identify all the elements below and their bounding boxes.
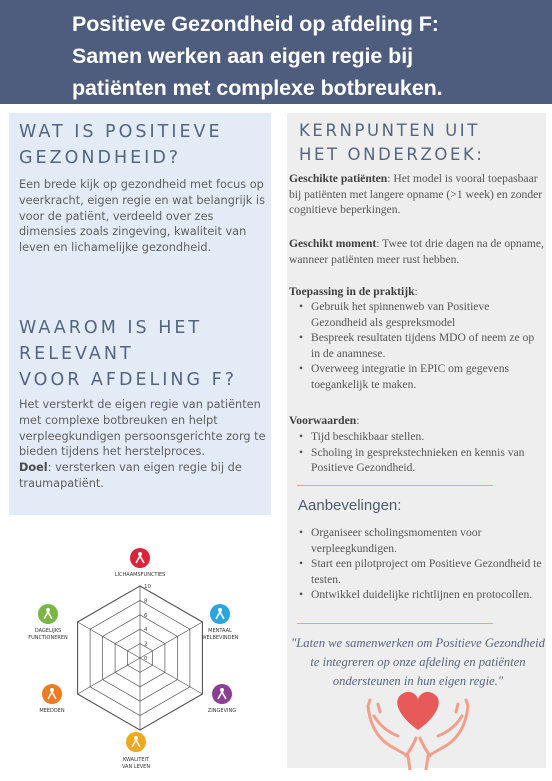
what-is-heading (19, 119, 223, 171)
list-item: • Ontwikkel duidelijke richtlijnen en protocollen. (299, 587, 543, 603)
title-line-3: patiënten met complexe botbreuken. (72, 76, 443, 100)
dimension-mentaal-welbevinden (202, 604, 239, 641)
scale-label: 4 (144, 627, 148, 634)
conditions-heading (289, 413, 544, 429)
title-line-1: Positieve Gezondheid op afdeling F: (72, 12, 439, 36)
heart-icon (397, 692, 439, 730)
web-spoke (78, 658, 140, 694)
list-item: • Bespreek resultaten tijdens MDO of neem ze op in de anamnese. (299, 330, 543, 361)
list-item: • Scholing in gesprekstechnieken en kennis van Positieve Gezondheid. (299, 445, 543, 476)
why-relevant-text (19, 397, 267, 492)
dimension-label: WELBEVINDEN (201, 635, 239, 641)
conditions-list (299, 429, 543, 476)
suitable-moment-label: Geschikt moment (289, 237, 377, 250)
list-item: • Gebruik het spinnenweb van Positieve Gezondheid als gespreksmodel (299, 299, 543, 330)
dimension-lichaamsfuncties (115, 548, 166, 578)
practice-label: Toepassing in de praktijk (289, 285, 415, 298)
scale-label: 8 (144, 598, 148, 605)
practice-heading (289, 284, 544, 300)
web-spoke (140, 622, 202, 658)
dimension-label: DAGELIJKS (34, 628, 62, 634)
daily-icon (38, 604, 58, 624)
list-item: • Overweeg integratie in EPIC om gegevens toegankelijk te maken. (299, 361, 543, 392)
web-spoke (140, 658, 202, 694)
goal-text: : versterken van eigen regie bij de traumapatiënt. (19, 461, 242, 490)
why-heading-line-1: WAAROM IS HET (19, 318, 203, 338)
closing-quote: "Laten we samenwerken om Positieve Gezondheid te integreren op onze afdeling en patiënten ondersteunen in hun eigen regie." (291, 636, 545, 688)
suitable-patients-label: Geschikte patiënten (289, 172, 388, 185)
scale-label: 10 (144, 584, 151, 590)
why-heading-line-2: RELEVANT (19, 344, 134, 364)
why-relevant-heading (19, 315, 237, 393)
why-text: Het versterkt de eigen regie van patiënten met complexe botbreuken en helpt verpleegkundigen persoonsgerichte zorg te bieden tijdens het herstelproces. (19, 398, 266, 459)
recommendations-title: Aanbevelingen: (298, 497, 402, 514)
dimension-label: FUNCTIONEREN (28, 635, 68, 641)
findings-heading (299, 119, 485, 167)
list-item: • Start een pilotproject om Positieve Gezondheid te testen. (299, 556, 543, 587)
suitable-patients (289, 171, 544, 218)
practice-colon: : (414, 285, 418, 298)
practice-list (299, 299, 543, 393)
why-heading-line-3: VOOR AFDELING F? (19, 370, 237, 390)
list-item: • Tijd beschikbaar stellen. (299, 429, 543, 445)
suitable-moment (289, 236, 544, 267)
conditions-label: Voorwaarden (289, 414, 357, 427)
what-is-heading-line-1: WAT IS POSITIEVE (19, 122, 223, 142)
section-divider (297, 623, 493, 624)
what-is-text: Een brede kijk op gezondheid met focus op veerkracht, eigen regie en wat belangrijk is voor de patiënt, verdeeld over zes dimensies zoals zingeving, kwaliteit van leven en lichamelijke gezondheid. (19, 178, 265, 255)
sun-icon (126, 732, 146, 752)
person-icon (210, 604, 230, 624)
recommendations-list (299, 525, 543, 603)
what-is-heading-line-2: GEZONDHEID? (19, 148, 182, 168)
people-icon (42, 684, 62, 704)
conditions-colon: : (356, 414, 360, 427)
spiderweb-scale (144, 584, 151, 662)
spiderweb-grid (78, 586, 203, 730)
dimension-label: VAN LEVEN (121, 764, 151, 770)
dimension-zingeving (208, 684, 236, 714)
goal-label: Doel (19, 461, 48, 475)
findings-heading-line-2: HET ONDERZOEK: (299, 145, 485, 164)
section-divider (297, 485, 493, 486)
dimension-meedoen (39, 684, 65, 714)
dimension-label: KWALITEIT (122, 757, 150, 763)
poster-header (0, 0, 552, 104)
web-spoke (78, 622, 140, 658)
list-item: • Organiseer scholingsmomenten voor verpleegkundigen. (299, 525, 543, 556)
poster-title (72, 8, 542, 104)
runner-icon (130, 548, 150, 568)
dimension-label: ZINGEVING (207, 708, 237, 714)
dimension-label: MEEDOEN (39, 708, 65, 714)
dimension-label: LICHAAMSFUNCTIES (114, 572, 166, 578)
left-info-panel (9, 113, 271, 515)
suitable-moment-text: : Twee tot drie dagen na de opname, wanneer patiënten meer rust hebben. (289, 237, 544, 266)
scale-label: 0 (144, 656, 148, 662)
dimension-kwaliteit-van-leven (122, 732, 150, 770)
title-line-2: Samen werken aan eigen regie bij (72, 44, 413, 68)
positive-health-spiderweb (16, 542, 266, 778)
findings-heading-line-1: KERNPUNTEN UIT (299, 121, 480, 140)
hands-heart-icon (364, 686, 472, 770)
scale-label: 2 (144, 641, 148, 648)
dimension-dagelijks-functioneren (28, 604, 68, 641)
dimension-label: MENTAAL (208, 628, 232, 634)
spiderweb-dimensions (28, 548, 238, 770)
meaning-icon (212, 684, 232, 704)
scale-label: 6 (144, 612, 148, 619)
suitable-patients-text: : Het model is vooral toepasbaar bij patiënten met langere opname (>1 week) en zonder cognitieve beperkingen. (289, 172, 543, 217)
right-findings-panel (287, 113, 546, 768)
